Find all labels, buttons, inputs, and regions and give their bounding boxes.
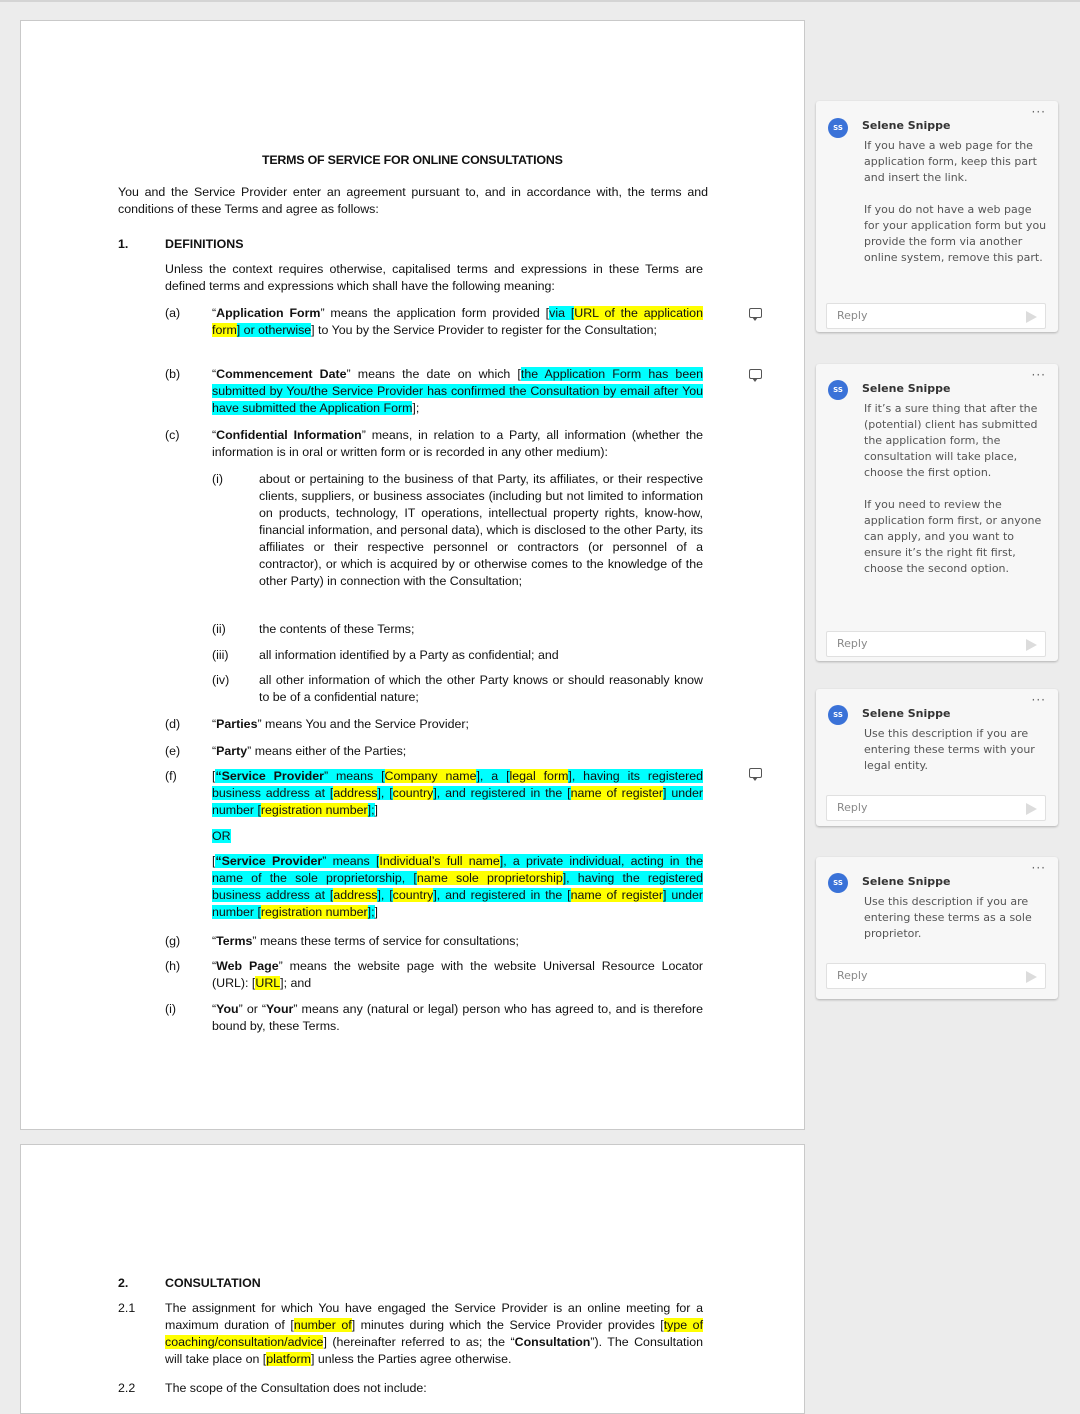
more-options-icon[interactable]: ··· xyxy=(1031,693,1046,707)
def-f-label: (f) xyxy=(165,769,177,783)
def-confidential-information: “Confidential Information” means, in relation to a Party, all information (whether the information is in oral or written form or is recorded in any other medium): xyxy=(212,428,703,459)
clause-2-2-number: 2.2 xyxy=(118,1381,136,1395)
comment-marker-icon[interactable] xyxy=(749,768,762,778)
comment-card-4[interactable] xyxy=(816,857,1058,999)
reply-input[interactable]: Reply xyxy=(826,963,1046,989)
section-1-heading: DEFINITIONS xyxy=(165,237,244,251)
clause-2-2-text: The scope of the Consultation does not include: xyxy=(165,1381,427,1395)
clause-2-1-text: The assignment for which You have engaged the Service Provider is an online meeting for a maximum duration of [number of] minutes during which the Service Provider provides [type of coaching/consultation/advice] (hereinafter referred to as; the “Consultation”). The Consultation will take place on [platform] unless the Parties agree otherwise. xyxy=(165,1301,704,1366)
definitions-intro: Unless the context requires otherwise, capitalised terms and expressions in these Terms are defined terms and expressions which shall have the following meaning: xyxy=(165,262,703,293)
send-icon[interactable] xyxy=(1026,639,1037,651)
def-service-provider-entity[interactable]: [“Service Provider” means [Company name], a [legal form], having its registered business address at [address], [country], and registered in the [name of register] under number [registration number];] xyxy=(212,769,704,817)
def-b-label: (b) xyxy=(165,367,181,381)
def-c-iv-text: all other information of which the other Party knows or should reasonably know to be of a confidential nature; xyxy=(259,673,703,704)
def-e-label: (e) xyxy=(165,744,181,758)
avatar: SS xyxy=(828,380,848,400)
more-options-icon[interactable]: ··· xyxy=(1031,105,1046,119)
reply-input[interactable]: Reply xyxy=(826,795,1046,821)
def-party: “Party” means either of the Parties; xyxy=(212,744,407,758)
comment-card-2[interactable] xyxy=(816,364,1058,661)
comment-author: Selene Snippe xyxy=(862,382,951,395)
comment-card-3[interactable] xyxy=(816,689,1058,826)
window-top-border xyxy=(0,0,1080,2)
section-2-number: 2. xyxy=(118,1276,129,1290)
avatar: SS xyxy=(828,873,848,893)
comment-body: If it’s a sure thing that after the (potential) client has submitted the application form, the consultation will take place, choose the first option. If you need to review the application form first, or anyone can apply, and you want to ensure it’s the right fit first, choose the second option. xyxy=(864,402,1042,575)
def-c-iii-text: all information identified by a Party as confidential; and xyxy=(259,648,559,662)
comment-body: Use this description if you are entering these terms with your legal entity. xyxy=(864,727,1035,772)
comment-author: Selene Snippe xyxy=(862,119,951,132)
send-icon[interactable] xyxy=(1026,971,1037,983)
comment-author: Selene Snippe xyxy=(862,707,951,720)
document-title: TERMS OF SERVICE FOR ONLINE CONSULTATIONS xyxy=(262,153,563,167)
def-i-label: (i) xyxy=(165,1002,177,1016)
def-a-label: (a) xyxy=(165,306,181,320)
comment-marker-icon[interactable] xyxy=(749,369,762,379)
def-web-page: “Web Page” means the website page with the website Universal Resource Locator (URL): [URL]; and xyxy=(212,959,703,990)
avatar: SS xyxy=(828,705,848,725)
send-icon[interactable] xyxy=(1026,803,1037,815)
avatar: SS xyxy=(828,118,848,138)
comment-card-1[interactable] xyxy=(816,101,1058,332)
def-c-i-label: (i) xyxy=(212,472,224,486)
def-g-label: (g) xyxy=(165,934,181,948)
def-c-iv-label: (iv) xyxy=(212,673,230,687)
def-commencement-date[interactable]: “Commencement Date” means the date on which [the Application Form has been submitted by You/the Service Provider has confirmed the Consultation by email after You have submitted the Application Form]; xyxy=(212,367,703,415)
comment-author: Selene Snippe xyxy=(862,875,951,888)
comment-body: If you have a web page for the application form, keep this part and insert the link. If you do not have a web page for your application form but you provide the form via another online system, remove this part. xyxy=(864,139,1047,264)
intro-paragraph: You and the Service Provider enter an agreement pursuant to, and in accordance with, the terms and conditions of these Terms and agree as follows: xyxy=(118,185,708,216)
def-c-ii-label: (ii) xyxy=(212,622,226,636)
section-1-number: 1. xyxy=(118,237,129,251)
def-h-label: (h) xyxy=(165,959,181,973)
def-d-label: (d) xyxy=(165,717,181,731)
more-options-icon[interactable]: ··· xyxy=(1031,368,1046,382)
comment-marker-icon[interactable] xyxy=(749,308,762,318)
clause-2-1-number: 2.1 xyxy=(118,1301,136,1315)
comment-body: Use this description if you are entering these terms as a sole proprietor. xyxy=(864,895,1032,940)
def-terms: “Terms” means these terms of service for consultations; xyxy=(212,934,519,948)
send-icon[interactable] xyxy=(1026,311,1037,323)
or-separator: OR xyxy=(212,829,231,843)
def-application-form[interactable]: “Application Form” means the application form provided [via [URL of the application form] or otherwise] to You by the Service Provider to register for the Consultation; xyxy=(212,306,703,337)
reply-input[interactable]: Reply xyxy=(826,631,1046,657)
document-page-2 xyxy=(20,1144,805,1414)
more-options-icon[interactable]: ··· xyxy=(1031,861,1046,875)
reply-input[interactable]: Reply xyxy=(826,303,1046,329)
def-c-ii-text: the contents of these Terms; xyxy=(259,622,415,636)
section-2-heading: CONSULTATION xyxy=(165,1276,261,1290)
def-parties: “Parties” means You and the Service Provider; xyxy=(212,717,469,731)
def-c-i-text: about or pertaining to the business of that Party, its affiliates, or their respective clients, suppliers, or business associates (including but not limited to information on products, technology, IT operations, intellectual property rights, know-how, financial information, and personal data), which is disclosed to the other Party, its affiliates or their respective personnel or contractors (or personnel of a contractor), or which is acquired by or otherwise comes to the knowledge of the other Party) in connection with the Consultation; xyxy=(259,472,703,588)
def-you: “You” or “Your” means any (natural or legal) person who has agreed to, and is therefore bound by, these Terms. xyxy=(212,1002,704,1033)
def-service-provider-sole-proprietor[interactable]: [“Service Provider” means [Individual’s full name], a private individual, acting in the name of the sole proprietorship, [name sole proprietorship], having the registered business address at [address], [country], and registered in the [name of register] under number [registration number];] xyxy=(212,854,704,919)
def-c-label: (c) xyxy=(165,428,180,442)
def-c-iii-label: (iii) xyxy=(212,648,229,662)
